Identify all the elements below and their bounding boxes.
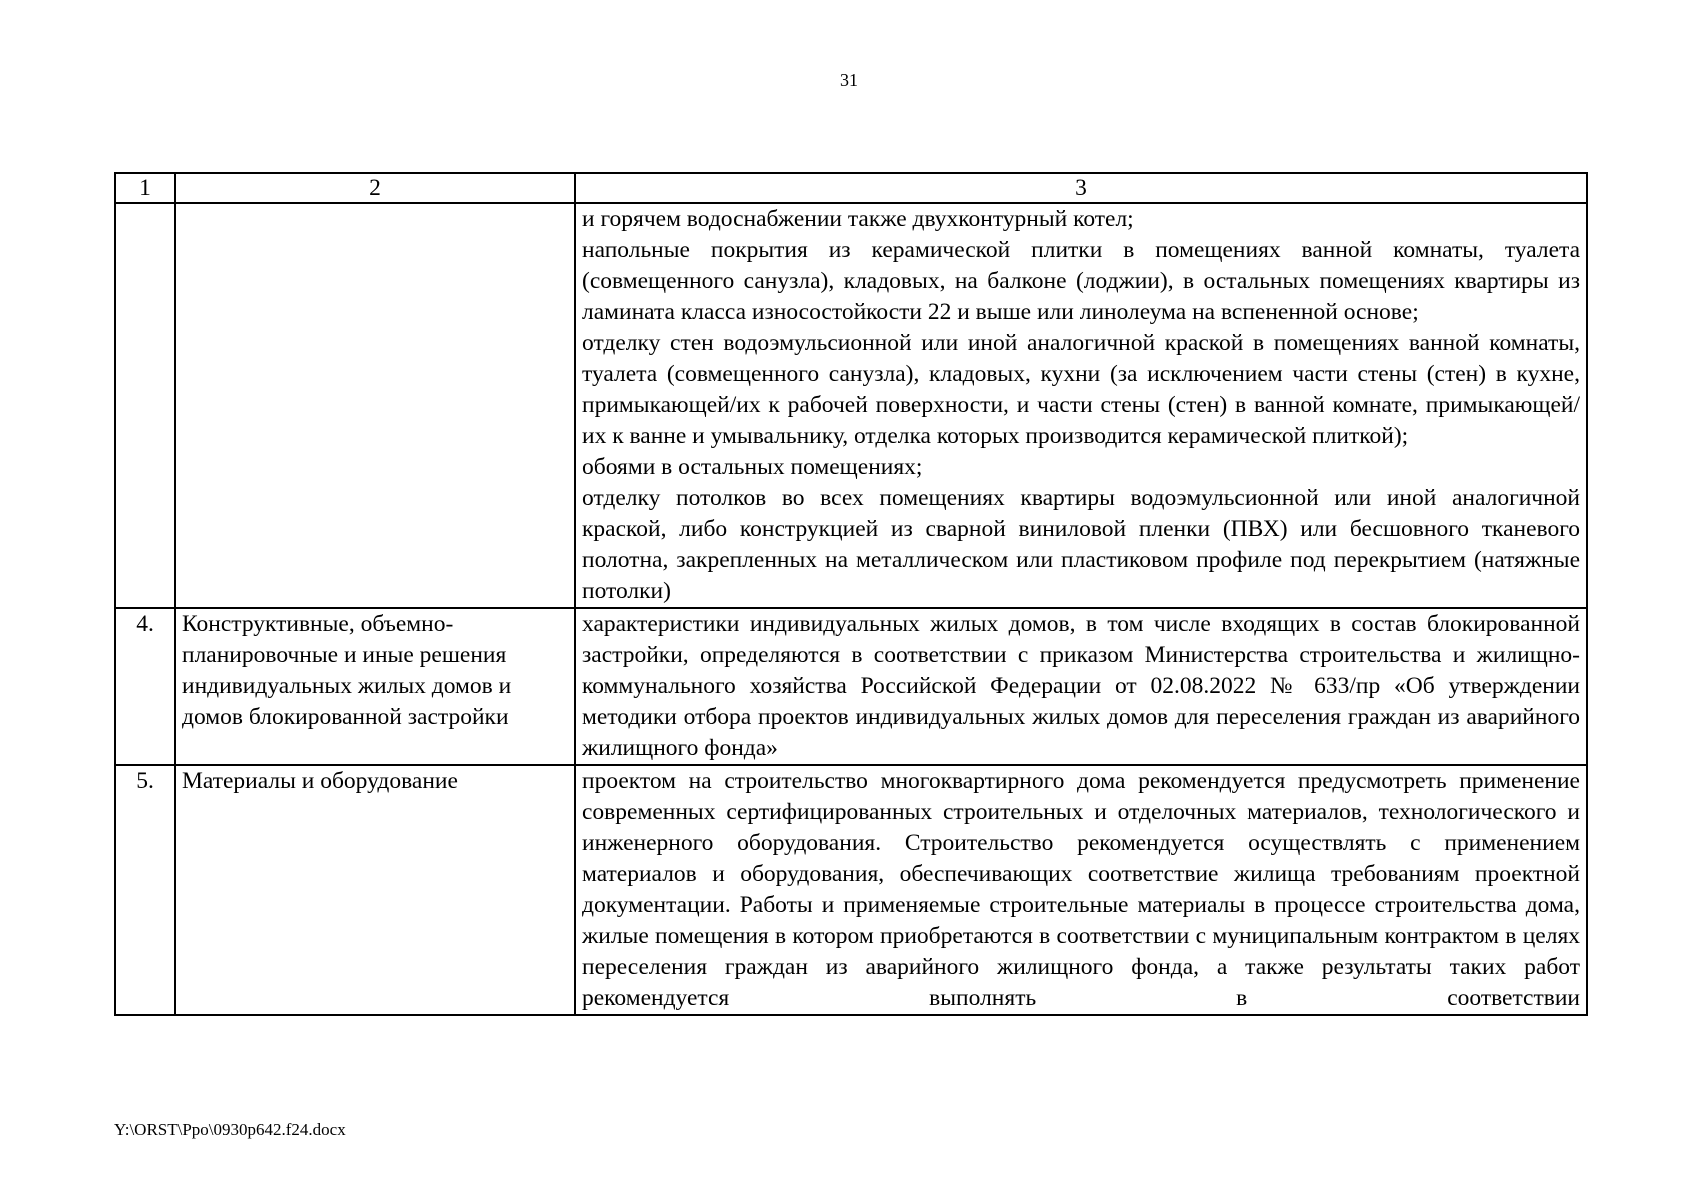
table-row-5 xyxy=(115,765,1587,1015)
table-row-continuation xyxy=(115,203,1587,608)
continuation-name-cell xyxy=(175,203,575,608)
table-header-row xyxy=(115,173,1587,203)
row-name: Материалы и оборудование xyxy=(175,765,575,1015)
continuation-number-cell xyxy=(115,203,175,608)
row-number: 4. xyxy=(115,608,175,765)
paragraph-wall-finish: отделку стен водоэмульсионной или иной аналогичной краской в помещениях ванной комнаты, туалета (совмещенного санузла), кладовых, кухни (за исключением части стены (стен) в кухне, примыкающей/их к рабочей поверхности, и части стены (стен) в ванной комнате, примыкающей/их к ванне и умывальнику, отделка которых производится керамической плиткой); xyxy=(582,330,1580,449)
row-name: Конструктивные, объемно-планировочные и иные решения индивидуальных жилых домов и домов блокированной застройки xyxy=(175,608,575,765)
column-header-2: 2 xyxy=(175,173,575,203)
row-number: 5. xyxy=(115,765,175,1015)
row-description xyxy=(575,765,1587,1015)
requirements-table xyxy=(114,172,1588,1016)
column-header-3: 3 xyxy=(575,173,1587,203)
page-number: 31 xyxy=(840,70,858,90)
paragraph-ceiling-finish: отделку потолков во всех помещениях квартиры водоэмульсионной или иной аналогичной краской, либо конструкцией из сварной виниловой пленки (ПВХ) или бесшовного тканевого полотна, закрепленных на металлическом или пластиковом профиле под перекрытием (натяжные потолки) xyxy=(582,485,1580,604)
paragraph-wallpaper: обоями в остальных помещениях; xyxy=(582,454,923,480)
paragraph-flooring: напольные покрытия из керамической плитки в помещениях ванной комнаты, туалета (совмещенного санузла), кладовых, на балконе (лоджии), в остальных помещениях квартиры из ламината класса износостойкости 22 и выше или линолеума на вспененной основе; xyxy=(582,237,1580,325)
table-row-4 xyxy=(115,608,1587,765)
continuation-description-cell xyxy=(575,203,1587,608)
row-description xyxy=(575,608,1587,765)
file-path-footer: Y:\ORST\Ppo\0930p642.f24.docx xyxy=(114,1120,346,1139)
row-description-text: характеристики индивидуальных жилых домов, в том числе входящих в состав блокированной застройки, определяются в соответствии с приказом Министерства строительства и жилищно-коммунального хозяйства Российской Федерации от 02.08.2022 № 633/пр «Об утверждении методики отбора проектов индивидуальных жилых домов для переселения граждан из аварийного жилищного фонда» xyxy=(582,611,1580,761)
row-description-text: проектом на строительство многоквартирного дома рекомендуется предусмотреть применение современных сертифицированных строительных и отделочных материалов, технологического и инженерного оборудования. Строительство рекомендуется осуществлять с применением материалов и оборудования, обеспечивающих соответствие жилища требованиям проектной документации. Работы и применяемые строительные материалы в процессе строительства дома, жилые помещения в котором приобретаются в соответствии с муниципальным контрактом в целях переселения граждан из аварийного жилищного фонда, а также результаты таких работ рекомендуется выполнять в соответствии xyxy=(582,768,1580,1011)
paragraph-heating: и горячем водоснабжении также двухконтурный котел; xyxy=(582,206,1134,232)
column-header-1: 1 xyxy=(115,173,175,203)
